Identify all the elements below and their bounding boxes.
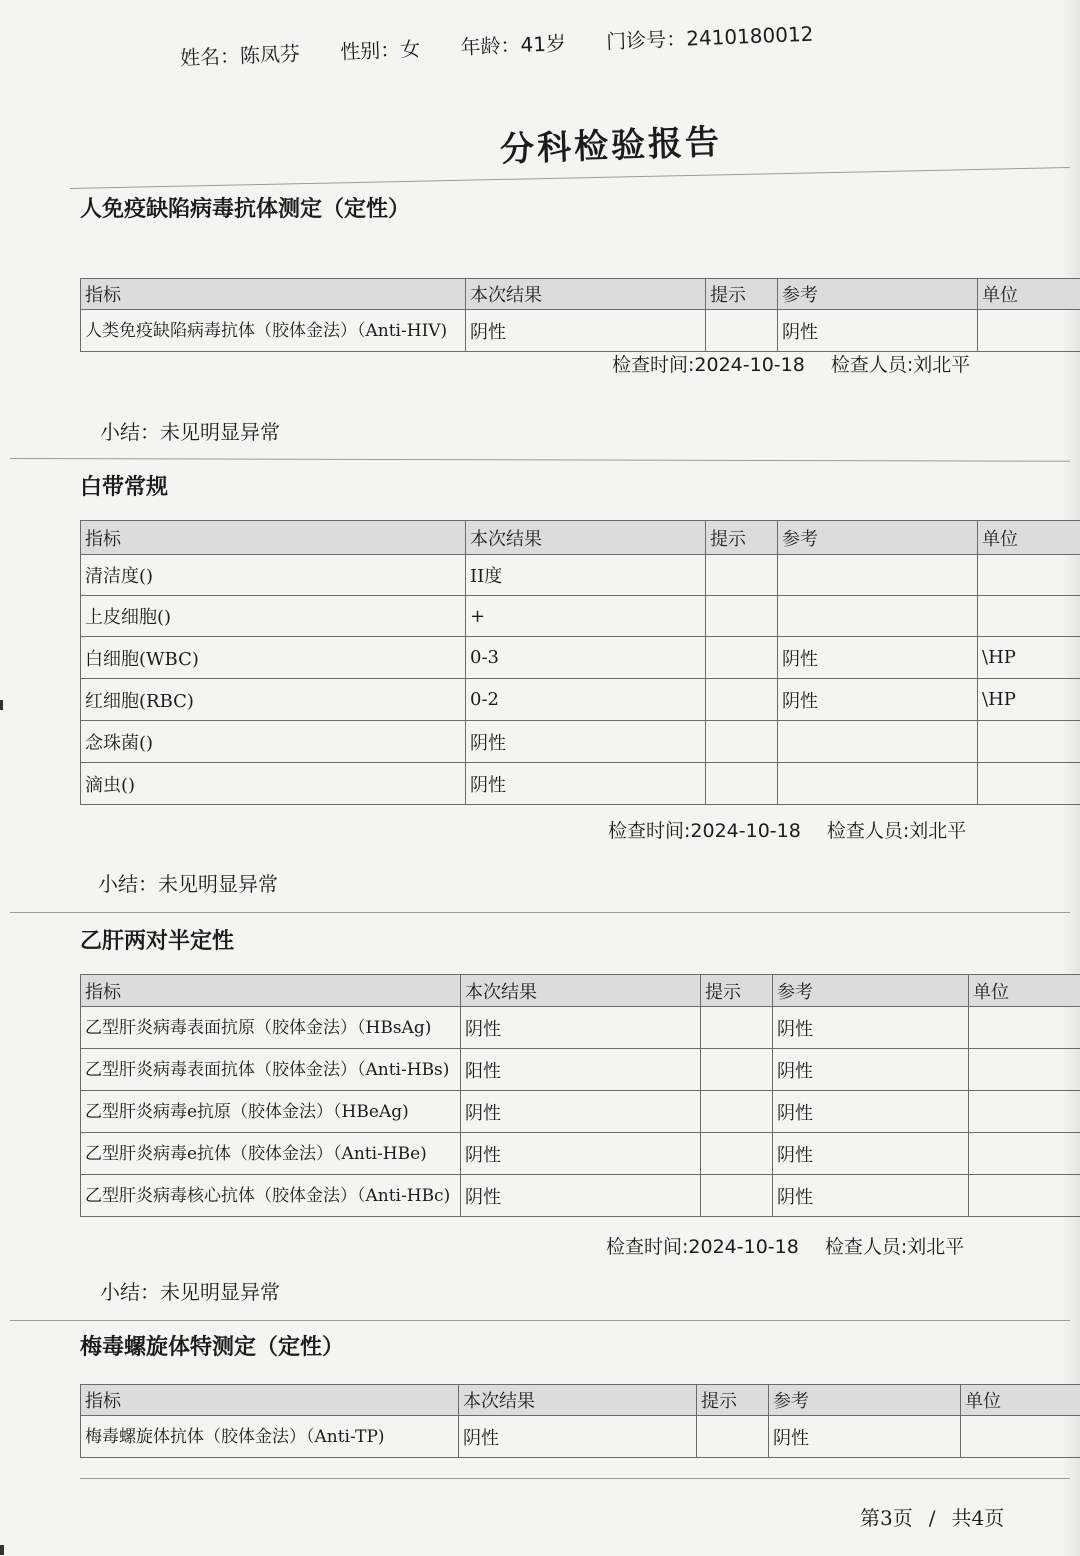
checker: 检查人员:刘北平 — [826, 820, 967, 842]
reference-cell: 阴性 — [773, 1133, 969, 1175]
header-result: 本次结果 — [466, 279, 706, 310]
check-info — [612, 350, 970, 377]
reference-cell: 阴性 — [773, 1175, 969, 1217]
leucorrhea-table — [80, 520, 1080, 805]
unit-cell — [978, 596, 1080, 637]
table-row — [81, 1175, 1080, 1217]
header-reference: 参考 — [778, 279, 978, 310]
unit-cell — [978, 763, 1080, 805]
reference-cell — [778, 555, 978, 596]
unit-cell — [961, 1416, 1080, 1458]
table-row — [81, 1049, 1080, 1091]
header-unit: 单位 — [978, 279, 1080, 310]
header-hint: 提示 — [697, 1385, 769, 1416]
indicator-cell: 乙型肝炎病毒表面抗原（胶体金法）（HBsAg) — [81, 1007, 461, 1049]
unit-cell — [978, 310, 1080, 352]
indicator-cell: 乙型肝炎病毒表面抗体（胶体金法）（Anti-HBs) — [81, 1049, 461, 1091]
result-cell: 阴性 — [461, 1007, 701, 1049]
hint-cell — [701, 1049, 773, 1091]
section-title-hbv: 乙肝两对半定性 — [80, 929, 235, 954]
reference-cell — [778, 721, 978, 763]
reference-cell — [778, 763, 978, 805]
indicator-cell: 乙型肝炎病毒核心抗体（胶体金法）（Anti-HBc) — [81, 1175, 461, 1217]
result-cell: 阴性 — [461, 1175, 701, 1217]
indicator-cell: 上皮细胞() — [81, 596, 466, 637]
indicator-cell: 人类免疫缺陷病毒抗体（胶体金法）（Anti-HIV) — [81, 310, 466, 352]
patient-sex: 性别：女 — [339, 36, 421, 64]
checker: 检查人员:刘北平 — [830, 354, 971, 376]
hint-cell — [706, 310, 778, 352]
indicator-cell: 滴虫() — [81, 763, 466, 805]
table-row — [81, 637, 1080, 679]
result-cell: 阳性 — [461, 1049, 701, 1091]
section-title-syphilis: 梅毒螺旋体特测定（定性） — [80, 1335, 345, 1360]
check-info — [608, 816, 966, 843]
section-summary: 小结：未见明显异常 — [98, 872, 278, 896]
reference-cell: 阴性 — [773, 1007, 969, 1049]
hint-cell — [701, 1007, 773, 1049]
hint-cell — [701, 1133, 773, 1175]
table-row — [81, 1007, 1080, 1049]
indicator-cell: 清洁度() — [81, 555, 466, 596]
patient-age: 年龄：41岁 — [460, 31, 567, 60]
syphilis-table — [80, 1384, 1080, 1458]
hint-cell — [701, 1175, 773, 1217]
unit-cell — [969, 1007, 1080, 1049]
table-row — [81, 721, 1080, 763]
table-row — [81, 1091, 1080, 1133]
report-title: 分科检验报告 — [499, 122, 723, 170]
header-reference: 参考 — [773, 975, 969, 1007]
unit-cell — [969, 1133, 1080, 1175]
reference-cell: 阴性 — [778, 310, 978, 352]
table-row — [81, 1133, 1080, 1175]
header-result: 本次结果 — [461, 975, 701, 1007]
section-divider — [10, 1320, 1070, 1321]
indicator-cell: 乙型肝炎病毒e抗体（胶体金法）（Anti-HBe) — [81, 1133, 461, 1175]
section-title-hiv: 人免疫缺陷病毒抗体测定（定性） — [80, 197, 411, 222]
patient-info — [179, 16, 847, 71]
table-header-row — [81, 279, 1080, 310]
hint-cell — [706, 679, 778, 721]
section-summary: 小结：未见明显异常 — [100, 1280, 280, 1304]
page-separator: / — [928, 1506, 936, 1530]
unit-cell: \HP — [978, 679, 1080, 721]
binder-mark — [0, 700, 3, 710]
page-total: 共4页 — [951, 1506, 1005, 1530]
title-divider — [70, 167, 1070, 189]
indicator-cell: 梅毒螺旋体抗体（胶体金法）（Anti-TP) — [81, 1416, 459, 1458]
result-cell: + — [466, 596, 706, 637]
header-hint: 提示 — [706, 521, 778, 555]
result-cell: 0-2 — [466, 679, 706, 721]
header-indicator: 指标 — [81, 521, 466, 555]
hiv-table — [80, 278, 1080, 352]
table-row — [81, 310, 1080, 352]
hint-cell — [706, 721, 778, 763]
header-indicator: 指标 — [81, 975, 461, 1007]
hint-cell — [706, 763, 778, 805]
check-info — [606, 1232, 964, 1259]
hint-cell — [706, 596, 778, 637]
section-summary: 小结：未见明显异常 — [100, 420, 280, 444]
unit-cell: \HP — [978, 637, 1080, 679]
table-header-row — [81, 975, 1080, 1007]
table-header-row — [81, 1385, 1080, 1416]
indicator-cell: 红细胞(RBC) — [81, 679, 466, 721]
header-indicator: 指标 — [81, 279, 466, 310]
unit-cell — [978, 721, 1080, 763]
reference-cell: 阴性 — [773, 1049, 969, 1091]
hint-cell — [706, 637, 778, 679]
unit-cell — [969, 1049, 1080, 1091]
section-divider — [10, 458, 1070, 462]
result-cell: II度 — [466, 555, 706, 596]
reference-cell — [778, 596, 978, 637]
indicator-cell: 念珠菌() — [81, 721, 466, 763]
header-unit: 单位 — [978, 521, 1080, 555]
indicator-cell: 白细胞(WBC) — [81, 637, 466, 679]
table-row — [81, 596, 1080, 637]
unit-cell — [969, 1091, 1080, 1133]
table-row — [81, 1416, 1080, 1458]
result-cell: 0-3 — [466, 637, 706, 679]
footer-divider — [80, 1478, 1070, 1479]
header-result: 本次结果 — [466, 521, 706, 555]
reference-cell: 阴性 — [769, 1416, 961, 1458]
table-header-row — [81, 521, 1080, 555]
hbv-table — [80, 974, 1080, 1217]
check-time: 检查时间:2024-10-18 — [612, 354, 805, 376]
header-indicator: 指标 — [81, 1385, 459, 1416]
check-time: 检查时间:2024-10-18 — [606, 1236, 799, 1258]
checker: 检查人员:刘北平 — [824, 1236, 965, 1258]
header-reference: 参考 — [769, 1385, 961, 1416]
hint-cell — [706, 555, 778, 596]
section-divider — [10, 912, 1070, 913]
unit-cell — [978, 555, 1080, 596]
header-unit: 单位 — [969, 975, 1080, 1007]
patient-clinic-number: 门诊号：2410180012 — [605, 21, 814, 54]
table-row — [81, 679, 1080, 721]
patient-name: 姓名：陈凤芬 — [179, 41, 301, 70]
indicator-cell: 乙型肝炎病毒e抗原（胶体金法）（HBeAg) — [81, 1091, 461, 1133]
header-result: 本次结果 — [459, 1385, 697, 1416]
hint-cell — [697, 1416, 769, 1458]
reference-cell: 阴性 — [773, 1091, 969, 1133]
result-cell: 阴性 — [461, 1133, 701, 1175]
result-cell: 阴性 — [459, 1416, 697, 1458]
table-row — [81, 555, 1080, 596]
header-hint: 提示 — [706, 279, 778, 310]
section-title-leucorrhea: 白带常规 — [80, 475, 169, 500]
header-hint: 提示 — [701, 975, 773, 1007]
result-cell: 阴性 — [466, 721, 706, 763]
page-footer — [860, 1502, 1004, 1531]
header-unit: 单位 — [961, 1385, 1080, 1416]
reference-cell: 阴性 — [778, 679, 978, 721]
result-cell: 阴性 — [461, 1091, 701, 1133]
check-time: 检查时间:2024-10-18 — [608, 820, 801, 842]
result-cell: 阴性 — [466, 763, 706, 805]
table-row — [81, 763, 1080, 805]
unit-cell — [969, 1175, 1080, 1217]
result-cell: 阴性 — [466, 310, 706, 352]
hint-cell — [701, 1091, 773, 1133]
header-reference: 参考 — [778, 521, 978, 555]
binder-mark — [0, 1545, 4, 1555]
page-number: 第3页 — [860, 1506, 913, 1530]
reference-cell: 阴性 — [778, 637, 978, 679]
